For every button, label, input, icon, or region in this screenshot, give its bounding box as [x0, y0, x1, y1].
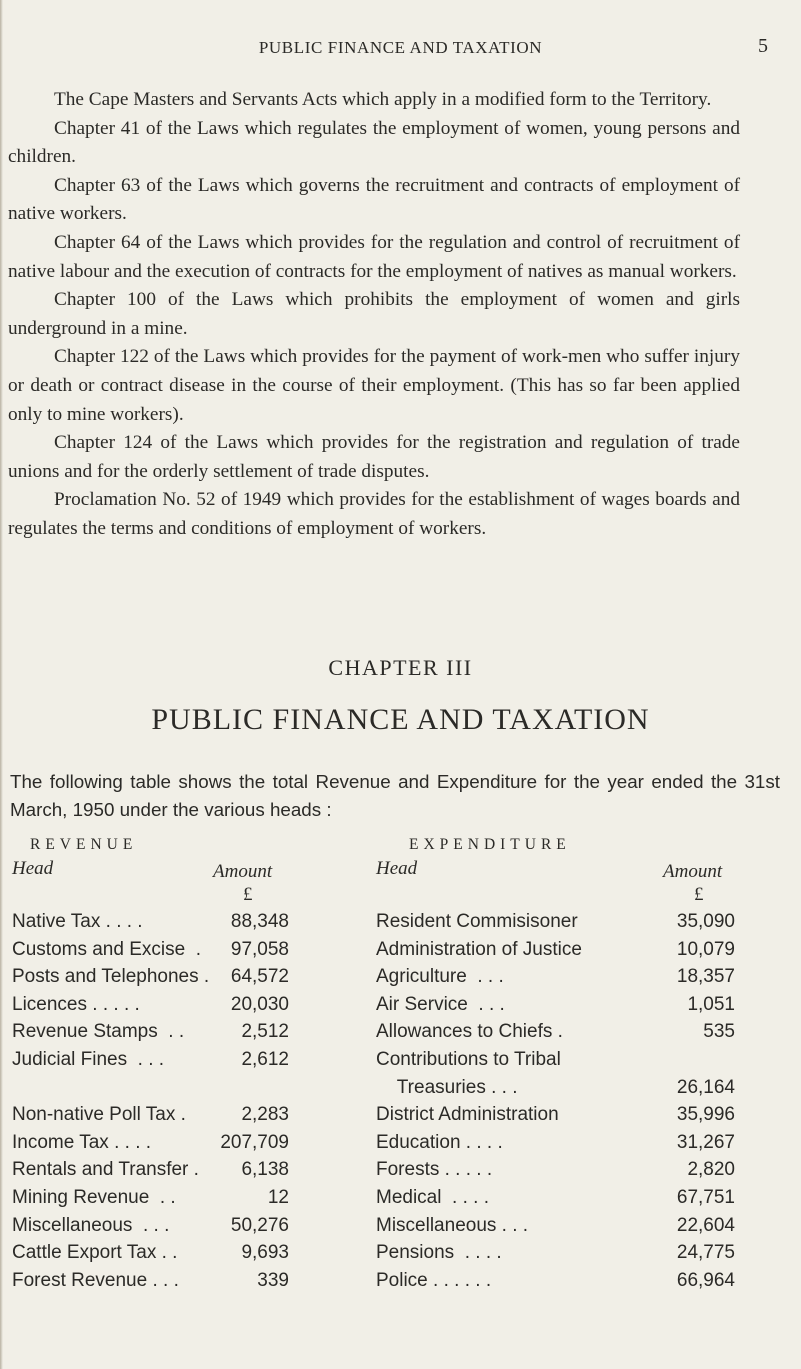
chapter-title: PUBLIC FINANCE AND TAXATION: [151, 703, 650, 736]
expenditure-title: EXPENDITURE: [409, 836, 571, 853]
table-row: [0, 1242, 801, 1270]
legislation-list: [8, 86, 740, 544]
paragraph: Chapter 63 of the Laws which governs the recruitment and contracts of employment of native workers.: [8, 174, 740, 225]
expenditure-amount: 22,604: [676, 1214, 735, 1236]
expenditure-head: Contributions to Tribal: [376, 1049, 561, 1070]
running-title: PUBLIC FINANCE AND TAXATION: [258, 38, 543, 57]
table-row: [0, 1187, 801, 1215]
revenue-head: Forest Revenue . . .: [12, 1269, 179, 1291]
revenue-amount: 6,138: [241, 1159, 289, 1181]
revenue-head: Posts and Telephones .: [12, 966, 210, 988]
revenue-amount-label: Amount: [213, 861, 273, 882]
table-row: [0, 994, 801, 1022]
expenditure-amount: 10,079: [676, 938, 735, 960]
expenditure-amount: 2,820: [687, 1159, 735, 1181]
table-row: [0, 966, 801, 994]
expenditure-head-label: Head: [376, 858, 418, 879]
table-row: [0, 1270, 801, 1298]
expenditure-amount: 24,775: [676, 1242, 735, 1264]
paragraph: Chapter 124 of the Laws which provides for the registration and regulation of trade unions and for the orderly settlement of trade disputes.: [8, 432, 740, 482]
revenue-head: Income Tax . . . .: [12, 1131, 152, 1153]
table-row: [0, 1132, 801, 1160]
expenditure-amount: 66,964: [676, 1269, 735, 1291]
expenditure-amount: 35,996: [676, 1104, 735, 1126]
expenditure-amount: 535: [703, 1021, 735, 1043]
revenue-head: Miscellaneous . . .: [12, 1214, 170, 1236]
revenue-amount: 2,283: [241, 1104, 289, 1126]
paragraph: Chapter 64 of the Laws which provides for the regulation and control of recruitment of native labour and the execution of contracts for the employment of natives as manual workers.: [8, 231, 740, 282]
revenue-head: Customs and Excise .: [12, 938, 202, 960]
expenditure-amount: 35,090: [676, 911, 735, 932]
revenue-currency: £: [243, 884, 253, 905]
expenditure-head: Agriculture . . .: [376, 966, 504, 988]
expenditure-head: Resident Commisisoner: [376, 911, 578, 932]
expenditure-currency: £: [694, 884, 704, 905]
revenue-amount: 207,709: [220, 1131, 289, 1153]
revenue-head: Revenue Stamps . .: [12, 1021, 185, 1043]
paragraph: Chapter 122 of the Laws which provides for the payment of work-men who suffer injury or death or contract disease in the course of their employment. (This has so far been applied only to mine workers).: [8, 346, 740, 425]
expenditure-head: Allowances to Chiefs .: [376, 1021, 563, 1043]
expenditure-head: Pensions . . . .: [376, 1242, 502, 1264]
revenue-head: Judicial Fines . . .: [12, 1049, 165, 1070]
revenue-amount: 2,612: [241, 1049, 289, 1070]
expenditure-head: Miscellaneous . . .: [376, 1214, 529, 1236]
revenue-amount: 12: [267, 1187, 289, 1208]
revenue-head: Mining Revenue . .: [12, 1187, 176, 1208]
expenditure-head: Treasuries . . .: [376, 1076, 518, 1098]
revenue-head: Cattle Export Tax . .: [12, 1242, 178, 1264]
expenditure-head: District Administration: [376, 1104, 559, 1126]
table-intro: [10, 768, 780, 824]
expenditure-amount-label: Amount: [663, 861, 723, 882]
revenue-amount: 88,348: [230, 911, 289, 932]
table-row: [0, 1159, 801, 1187]
expenditure-amount: 18,357: [676, 966, 735, 988]
revenue-head: Licences . . . . .: [12, 993, 140, 1015]
revenue-amount: 2,512: [241, 1021, 289, 1043]
revenue-amount: 64,572: [230, 966, 289, 988]
paragraph: Chapter 41 of the Laws which regulates the employment of women, young persons and children.: [8, 117, 740, 168]
paragraph: The Cape Masters and Servants Acts which apply in a modified form to the Territory.: [54, 89, 712, 110]
revenue-head: Rentals and Transfer .: [12, 1159, 199, 1181]
revenue-title: REVENUE: [30, 836, 138, 853]
expenditure-head: Forests . . . . .: [376, 1159, 493, 1181]
expenditure-head: Police . . . . . .: [376, 1269, 492, 1291]
paragraph: Proclamation No. 52 of 1949 which provides for the establishment of wages boards and regulates the terms and conditions of employment of workers.: [8, 489, 740, 539]
table-row: [0, 911, 801, 939]
expenditure-amount: 1,051: [687, 993, 735, 1015]
revenue-head-label: Head: [12, 858, 54, 879]
revenue-head: Native Tax . . . .: [12, 911, 143, 932]
table-row: [0, 1104, 801, 1132]
revenue-amount: 9,693: [241, 1242, 289, 1264]
intro-paragraph: The following table shows the total Revenue and Expenditure for the year ended the 31st March, 1950 under the various heads :: [10, 771, 780, 820]
revenue-amount: 50,276: [230, 1214, 289, 1236]
running-header: [0, 35, 801, 62]
table-row: [0, 1215, 801, 1243]
expenditure-amount: 31,267: [676, 1131, 735, 1153]
expenditure-head: Medical . . . .: [376, 1187, 489, 1208]
table-row: [0, 1049, 801, 1077]
table-row: [0, 1021, 801, 1049]
expenditure-amount: 26,164: [676, 1076, 735, 1098]
paragraph: Chapter 100 of the Laws which prohibits the employment of women and girls underground in a mine.: [8, 289, 740, 339]
expenditure-amount: 67,751: [676, 1187, 735, 1208]
revenue-amount: 20,030: [230, 993, 289, 1015]
chapter-number: CHAPTER III: [328, 655, 473, 680]
table-row: [0, 1077, 801, 1105]
revenue-amount: 97,058: [230, 938, 289, 960]
table-row: [0, 939, 801, 967]
expenditure-head: Administration of Justice: [376, 938, 582, 960]
page-number: 5: [758, 35, 768, 57]
expenditure-head: Air Service . . .: [376, 993, 505, 1015]
revenue-amount: 339: [257, 1269, 289, 1291]
revenue-head: Non-native Poll Tax .: [12, 1104, 186, 1126]
expenditure-head: Education . . . .: [376, 1131, 503, 1153]
